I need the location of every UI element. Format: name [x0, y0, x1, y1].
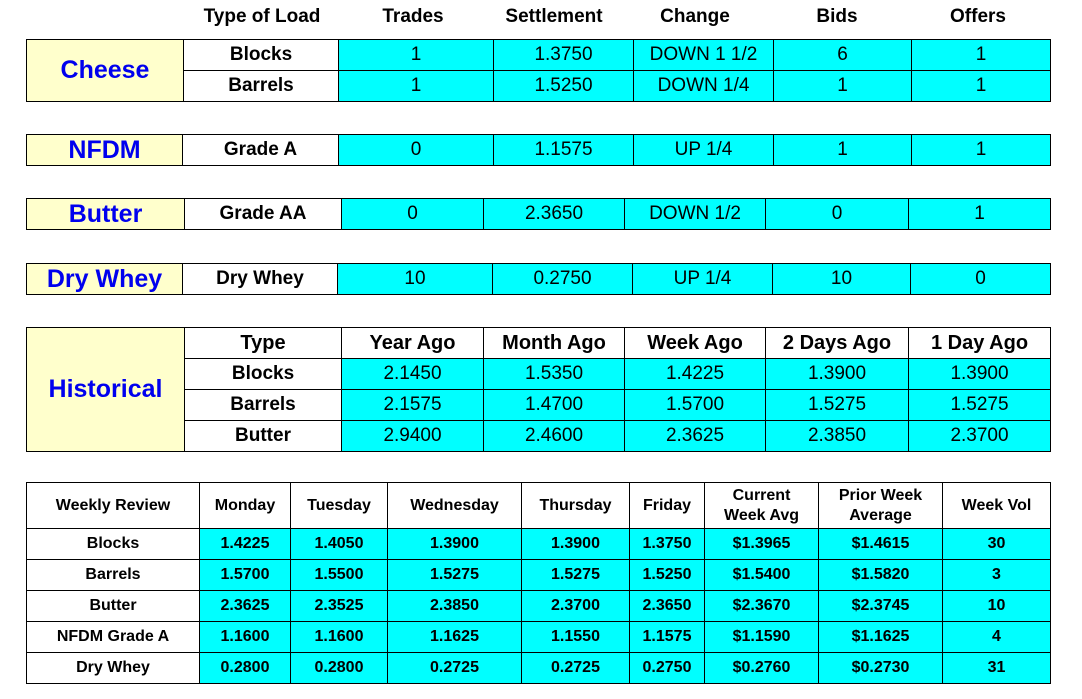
- cell-value: 1.5275: [909, 390, 1051, 421]
- header-offers: Offers: [950, 6, 1006, 27]
- column-header: Prior Week Average: [819, 483, 943, 529]
- header-type-of-load: Type of Load: [203, 6, 321, 27]
- column-header: Thursday: [522, 483, 630, 529]
- cell-value: 2.3625: [625, 421, 766, 452]
- cell-value: 1.5700: [200, 560, 291, 591]
- header-trades: Trades: [382, 6, 444, 27]
- cell-type: Grade A: [183, 135, 339, 166]
- cell-bids: 1: [774, 135, 912, 166]
- cell-value: 1.1600: [200, 622, 291, 653]
- cell-offers: 1: [909, 199, 1051, 230]
- cell-value: 2.3700: [522, 591, 630, 622]
- cell-value: 10: [943, 591, 1051, 622]
- cell-value: 0.2800: [291, 653, 388, 684]
- table-header-row: [27, 483, 1051, 529]
- cell-value: $2.3745: [819, 591, 943, 622]
- cell-change: DOWN 1/2: [625, 199, 766, 230]
- column-header: Weekly Review: [27, 483, 200, 529]
- cell-trades: 10: [338, 264, 493, 295]
- cell-type: Blocks: [184, 40, 339, 71]
- nfdm-table: [26, 134, 1051, 166]
- table-row: [27, 653, 1051, 684]
- cell-value: 1.3900: [388, 529, 522, 560]
- historical-label: Historical: [27, 328, 185, 452]
- row-label: Barrels: [27, 560, 200, 591]
- cell-value: 2.3850: [388, 591, 522, 622]
- cell-value: 1.5250: [630, 560, 705, 591]
- cell-value: 1.1550: [522, 622, 630, 653]
- cell-value: 1.4050: [291, 529, 388, 560]
- cell-value: 1.1600: [291, 622, 388, 653]
- cell-value: 1.4225: [200, 529, 291, 560]
- cell-value: $0.2760: [705, 653, 819, 684]
- cell-change: UP 1/4: [633, 264, 773, 295]
- cell-change: DOWN 1 1/2: [634, 40, 774, 71]
- table-row: [27, 622, 1051, 653]
- table-row: [27, 560, 1051, 591]
- header-settlement: Settlement: [505, 6, 603, 27]
- table-row: [27, 199, 1051, 230]
- cell-trades: 0: [342, 199, 484, 230]
- cell-change: UP 1/4: [634, 135, 774, 166]
- row-label: Blocks: [27, 529, 200, 560]
- historical-table: [26, 327, 1051, 452]
- column-header: Monday: [200, 483, 291, 529]
- cell-bids: 0: [766, 199, 909, 230]
- cell-value: 31: [943, 653, 1051, 684]
- table-row: [27, 40, 1051, 71]
- cheese-table: [26, 39, 1051, 102]
- cell-bids: 10: [773, 264, 911, 295]
- table-header-row: [27, 328, 1051, 359]
- cell-value: 4: [943, 622, 1051, 653]
- cell-offers: 1: [912, 71, 1051, 102]
- cell-value: 2.4600: [484, 421, 625, 452]
- weekly-review-table: [26, 482, 1051, 684]
- cell-value: 1.5350: [484, 359, 625, 390]
- butter-label: Butter: [27, 199, 185, 230]
- cell-type: Butter: [185, 421, 342, 452]
- row-label: Butter: [27, 591, 200, 622]
- cell-settlement: 2.3650: [484, 199, 625, 230]
- cell-value: 1.4700: [484, 390, 625, 421]
- cell-offers: 1: [912, 135, 1051, 166]
- header-change: Change: [660, 6, 730, 27]
- cell-value: $0.2730: [819, 653, 943, 684]
- cell-value: 1.3900: [766, 359, 909, 390]
- column-header: Year Ago: [342, 328, 484, 359]
- cell-value: 1.4225: [625, 359, 766, 390]
- cell-settlement: 0.2750: [493, 264, 633, 295]
- cell-value: $1.1625: [819, 622, 943, 653]
- cell-value: 0.2800: [200, 653, 291, 684]
- cheese-label: Cheese: [27, 40, 184, 102]
- table-row: [27, 529, 1051, 560]
- header-bids: Bids: [816, 6, 858, 27]
- row-label: Dry Whey: [27, 653, 200, 684]
- cell-value: 2.3625: [200, 591, 291, 622]
- cell-settlement: 1.5250: [494, 71, 634, 102]
- nfdm-label: NFDM: [27, 135, 183, 166]
- cell-value: 3: [943, 560, 1051, 591]
- cell-type: Blocks: [185, 359, 342, 390]
- cell-value: 0.2725: [388, 653, 522, 684]
- cell-settlement: 1.1575: [494, 135, 634, 166]
- column-header: Friday: [630, 483, 705, 529]
- cell-bids: 6: [774, 40, 912, 71]
- cell-change: DOWN 1/4: [634, 71, 774, 102]
- cell-value: 1.1625: [388, 622, 522, 653]
- cell-value: 30: [943, 529, 1051, 560]
- table-row: [27, 135, 1051, 166]
- cell-trades: 1: [339, 40, 494, 71]
- cell-value: $2.3670: [705, 591, 819, 622]
- table-row: [27, 591, 1051, 622]
- cell-trades: 0: [339, 135, 494, 166]
- dry-whey-table: [26, 263, 1051, 295]
- cell-value: 1.5275: [522, 560, 630, 591]
- column-header: Current Week Avg: [705, 483, 819, 529]
- cell-type: Barrels: [184, 71, 339, 102]
- cell-value: $1.5400: [705, 560, 819, 591]
- cell-value: 1.3750: [630, 529, 705, 560]
- cell-trades: 1: [339, 71, 494, 102]
- cell-type: Barrels: [185, 390, 342, 421]
- cell-value: 1.5500: [291, 560, 388, 591]
- cell-offers: 0: [911, 264, 1051, 295]
- cell-bids: 1: [774, 71, 912, 102]
- cell-value: 1.5275: [388, 560, 522, 591]
- cell-value: $1.3965: [705, 529, 819, 560]
- cell-value: 0.2750: [630, 653, 705, 684]
- dry-whey-label: Dry Whey: [27, 264, 183, 295]
- cell-value: 1.3900: [522, 529, 630, 560]
- table-row: [27, 264, 1051, 295]
- column-header: 2 Days Ago: [766, 328, 909, 359]
- cell-value: $1.5820: [819, 560, 943, 591]
- cell-type: Dry Whey: [183, 264, 338, 295]
- cell-value: 1.5275: [766, 390, 909, 421]
- column-header: Week Ago: [625, 328, 766, 359]
- column-header: Wednesday: [388, 483, 522, 529]
- cell-value: 2.9400: [342, 421, 484, 452]
- cell-value: 1.1575: [630, 622, 705, 653]
- cell-type: Grade AA: [185, 199, 342, 230]
- cell-value: $1.4615: [819, 529, 943, 560]
- cell-settlement: 1.3750: [494, 40, 634, 71]
- column-header: 1 Day Ago: [909, 328, 1051, 359]
- column-header: Month Ago: [484, 328, 625, 359]
- column-header: Type: [185, 328, 342, 359]
- row-label: NFDM Grade A: [27, 622, 200, 653]
- cell-value: 0.2725: [522, 653, 630, 684]
- cell-value: $1.1590: [705, 622, 819, 653]
- cell-value: 2.3525: [291, 591, 388, 622]
- column-header: Week Vol: [943, 483, 1051, 529]
- cell-value: 2.3850: [766, 421, 909, 452]
- cell-value: 1.5700: [625, 390, 766, 421]
- cell-value: 2.1575: [342, 390, 484, 421]
- cell-value: 2.3700: [909, 421, 1051, 452]
- cell-offers: 1: [912, 40, 1051, 71]
- column-header: Tuesday: [291, 483, 388, 529]
- butter-table: [26, 198, 1051, 230]
- cell-value: 2.3650: [630, 591, 705, 622]
- market-header: [0, 6, 1082, 28]
- cell-value: 2.1450: [342, 359, 484, 390]
- cell-value: 1.3900: [909, 359, 1051, 390]
